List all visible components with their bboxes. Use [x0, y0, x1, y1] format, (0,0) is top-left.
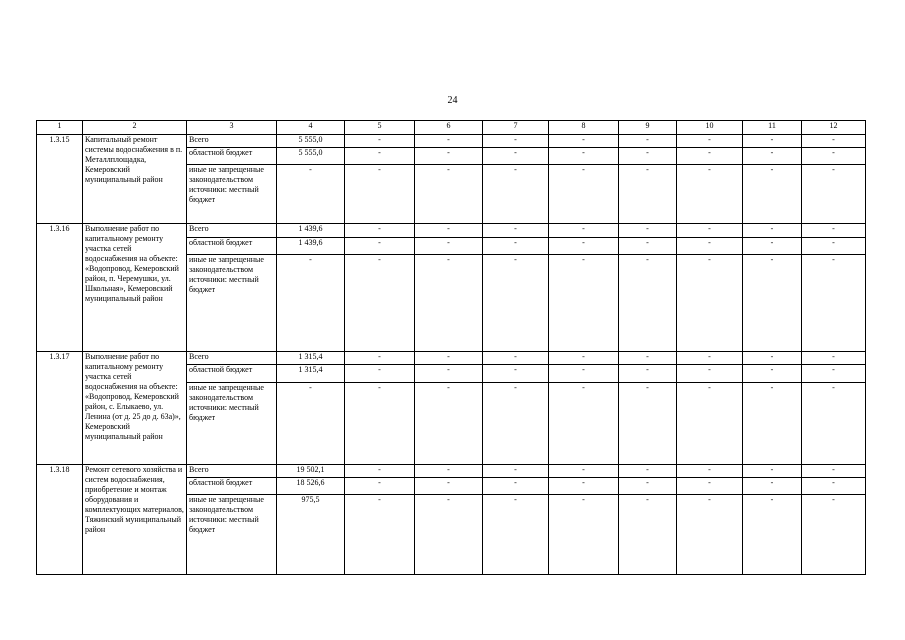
value-cell: - [802, 465, 866, 478]
value-cell: - [345, 478, 415, 495]
funding-source: иные не запрещенные законодательством источники: местный бюджет [187, 383, 277, 465]
value-cell: - [619, 478, 677, 495]
column-header: 8 [549, 121, 619, 135]
value-cell: - [415, 238, 483, 255]
value-cell: - [549, 224, 619, 238]
value-cell: - [619, 135, 677, 148]
value-cell: - [677, 255, 743, 352]
value-cell: - [619, 165, 677, 224]
item-name: Выполнение работ по капитальному ремонту участка сетей водоснабжения на объекте: «Водопровод, Кемеровский район, с. Елыкаево, ул. Ленина (от д. 25 до д. 63а)», Кемеровский муниципальный район [83, 352, 187, 465]
table-row [37, 352, 866, 365]
value-cell: - [677, 478, 743, 495]
value-cell: - [345, 495, 415, 575]
column-header: 3 [187, 121, 277, 135]
value-cell: 1 315,4 [277, 365, 345, 383]
item-number: 1.3.18 [37, 465, 83, 575]
value-cell: - [802, 148, 866, 165]
column-header: 4 [277, 121, 345, 135]
column-header: 10 [677, 121, 743, 135]
value-cell: - [483, 135, 549, 148]
value-cell: 975,5 [277, 495, 345, 575]
value-cell: - [802, 238, 866, 255]
column-header: 1 [37, 121, 83, 135]
value-cell: - [415, 352, 483, 365]
value-cell: - [802, 255, 866, 352]
funding-source: областной бюджет [187, 148, 277, 165]
value-cell: - [619, 383, 677, 465]
value-cell: - [483, 148, 549, 165]
value-cell: - [549, 365, 619, 383]
funding-source: областной бюджет [187, 478, 277, 495]
item-name: Выполнение работ по капитальному ремонту участка сетей водоснабжения на объекте: «Водопровод, Кемеровский район, п. Черемушки, ул. Школьная», Кемеровский муниципальный район [83, 224, 187, 352]
value-cell: - [677, 148, 743, 165]
value-cell: - [277, 383, 345, 465]
value-cell: 1 315,4 [277, 352, 345, 365]
funding-source: Всего [187, 224, 277, 238]
value-cell: - [677, 365, 743, 383]
value-cell: - [549, 383, 619, 465]
value-cell: 1 439,6 [277, 224, 345, 238]
value-cell: - [415, 495, 483, 575]
value-cell: - [743, 224, 802, 238]
value-cell: - [619, 224, 677, 238]
value-cell: - [619, 255, 677, 352]
value-cell: - [743, 352, 802, 365]
value-cell: - [743, 238, 802, 255]
value-cell: - [743, 495, 802, 575]
column-header: 11 [743, 121, 802, 135]
value-cell: - [802, 135, 866, 148]
value-cell: - [549, 135, 619, 148]
budget-table [36, 120, 866, 575]
item-name: Ремонт сетевого хозяйства и систем водоснабжения, приобретение и монтаж оборудования и комплектующих материалов, Тяжинский муниципальный район [83, 465, 187, 575]
value-cell: - [619, 352, 677, 365]
value-cell: - [483, 478, 549, 495]
value-cell: - [549, 478, 619, 495]
value-cell: - [677, 165, 743, 224]
value-cell: - [549, 495, 619, 575]
value-cell: - [415, 135, 483, 148]
funding-source: Всего [187, 135, 277, 148]
value-cell: - [549, 148, 619, 165]
page-number: 24 [447, 95, 458, 106]
value-cell: - [345, 365, 415, 383]
value-cell: 19 502,1 [277, 465, 345, 478]
value-cell: - [677, 238, 743, 255]
funding-source: Всего [187, 352, 277, 365]
value-cell: - [549, 255, 619, 352]
value-cell: - [483, 224, 549, 238]
value-cell: - [345, 135, 415, 148]
value-cell: - [549, 465, 619, 478]
value-cell: - [743, 365, 802, 383]
value-cell: 5 555,0 [277, 135, 345, 148]
value-cell: - [619, 495, 677, 575]
value-cell: - [549, 238, 619, 255]
value-cell: - [345, 224, 415, 238]
value-cell: - [345, 238, 415, 255]
funding-source: областной бюджет [187, 365, 277, 383]
value-cell: 1 439,6 [277, 238, 345, 255]
value-cell: - [483, 383, 549, 465]
value-cell: - [415, 148, 483, 165]
value-cell: - [415, 365, 483, 383]
value-cell: - [619, 465, 677, 478]
value-cell: - [802, 224, 866, 238]
column-header: 7 [483, 121, 549, 135]
value-cell: - [802, 383, 866, 465]
value-cell: - [345, 165, 415, 224]
value-cell: - [743, 165, 802, 224]
value-cell: - [677, 135, 743, 148]
value-cell: - [415, 255, 483, 352]
value-cell: - [277, 165, 345, 224]
value-cell: - [345, 383, 415, 465]
value-cell: - [415, 478, 483, 495]
value-cell: - [677, 495, 743, 575]
column-header: 6 [415, 121, 483, 135]
value-cell: - [345, 352, 415, 365]
funding-source: иные не запрещенные законодательством источники: местный бюджет [187, 165, 277, 224]
value-cell: - [743, 148, 802, 165]
value-cell: - [415, 465, 483, 478]
value-cell: - [677, 352, 743, 365]
value-cell: - [802, 478, 866, 495]
value-cell: - [802, 352, 866, 365]
value-cell: - [802, 165, 866, 224]
header-row [37, 121, 866, 135]
value-cell: - [677, 465, 743, 478]
value-cell: - [483, 255, 549, 352]
item-number: 1.3.16 [37, 224, 83, 352]
value-cell: - [743, 465, 802, 478]
column-header: 9 [619, 121, 677, 135]
value-cell: - [483, 238, 549, 255]
value-cell: 5 555,0 [277, 148, 345, 165]
item-number: 1.3.17 [37, 352, 83, 465]
column-header: 12 [802, 121, 866, 135]
value-cell: - [743, 478, 802, 495]
value-cell: - [415, 383, 483, 465]
funding-source: иные не запрещенные законодательством источники: местный бюджет [187, 495, 277, 575]
value-cell: - [677, 224, 743, 238]
column-header: 2 [83, 121, 187, 135]
value-cell: - [619, 238, 677, 255]
item-number: 1.3.15 [37, 135, 83, 224]
value-cell: - [743, 383, 802, 465]
value-cell: - [277, 255, 345, 352]
value-cell: - [345, 255, 415, 352]
value-cell: - [483, 465, 549, 478]
value-cell: - [619, 148, 677, 165]
value-cell: - [483, 495, 549, 575]
value-cell: - [549, 165, 619, 224]
value-cell: - [483, 365, 549, 383]
value-cell: - [345, 465, 415, 478]
value-cell: - [483, 165, 549, 224]
value-cell: - [802, 365, 866, 383]
value-cell: - [345, 148, 415, 165]
table-row [37, 224, 866, 238]
column-header: 5 [345, 121, 415, 135]
funding-source: областной бюджет [187, 238, 277, 255]
value-cell: - [483, 352, 549, 365]
value-cell: - [549, 352, 619, 365]
value-cell: - [743, 255, 802, 352]
value-cell: - [619, 365, 677, 383]
value-cell: 18 526,6 [277, 478, 345, 495]
table-row [37, 135, 866, 148]
value-cell: - [415, 165, 483, 224]
funding-source: Всего [187, 465, 277, 478]
value-cell: - [415, 224, 483, 238]
table-row [37, 465, 866, 478]
funding-source: иные не запрещенные законодательством источники: местный бюджет [187, 255, 277, 352]
value-cell: - [677, 383, 743, 465]
item-name: Капитальный ремонт системы водоснабжения в п. Металлплощадка, Кемеровский муниципальный район [83, 135, 187, 224]
value-cell: - [743, 135, 802, 148]
value-cell: - [802, 495, 866, 575]
